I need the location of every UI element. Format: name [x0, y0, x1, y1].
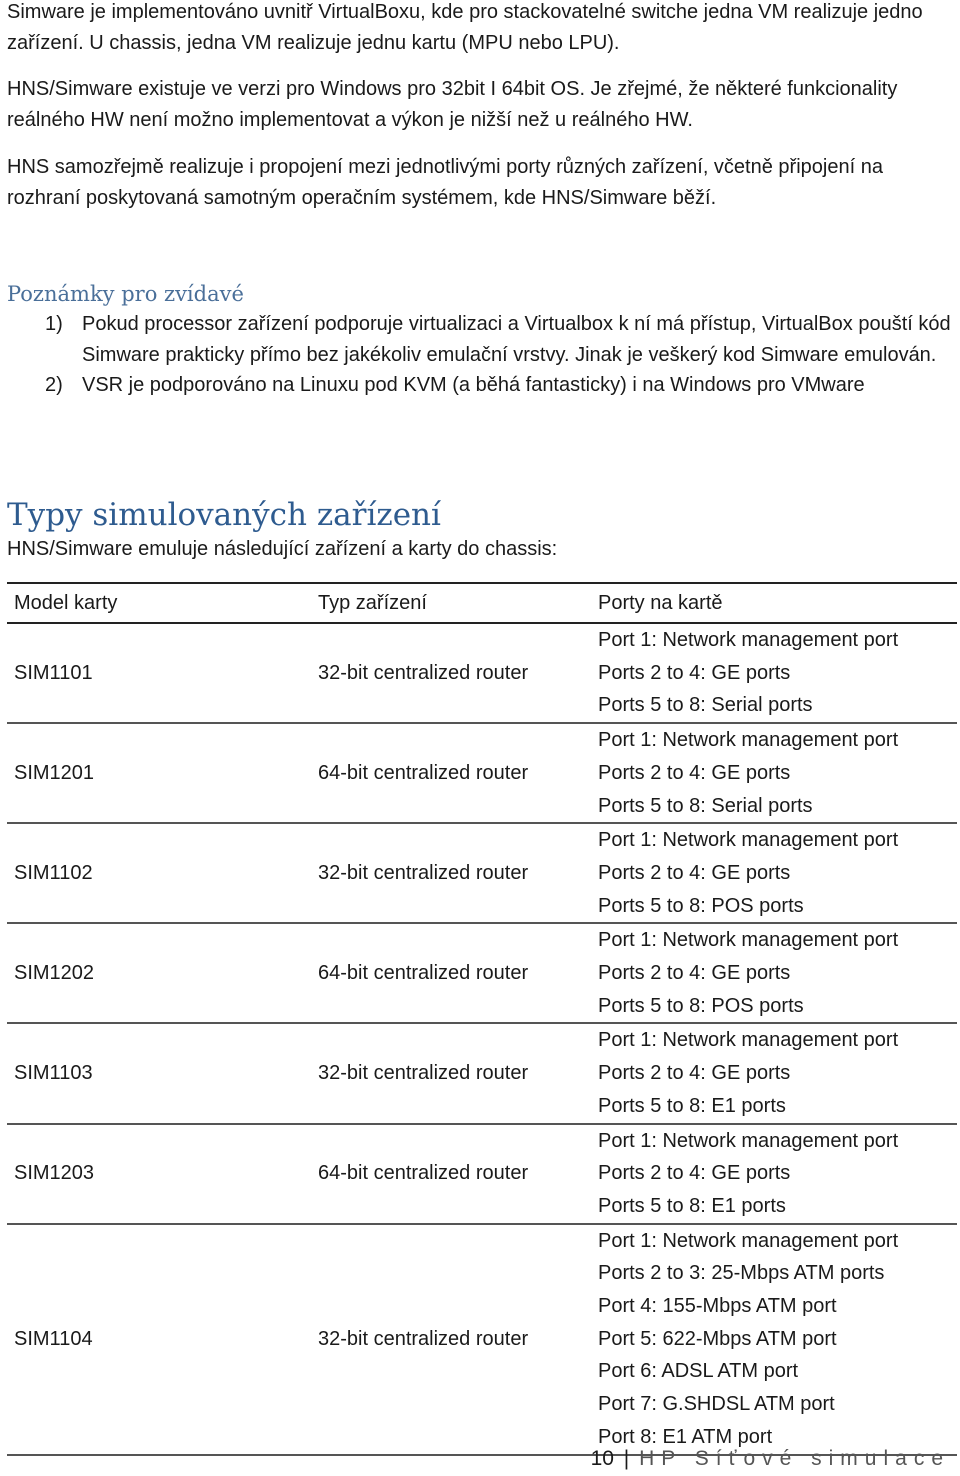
cell-ports — [591, 723, 957, 823]
cell-model: SIM1202 — [7, 923, 311, 1023]
cell-model: SIM1201 — [7, 723, 311, 823]
port-line: Ports 2 to 3: 25-Mbps ATM ports — [598, 1262, 885, 1285]
footer-title: HP Síťové simulace — [639, 1447, 950, 1470]
cell-model: SIM1103 — [7, 1023, 311, 1123]
page-number: 10 — [590, 1447, 614, 1470]
port-line: Port 1: Network management port — [598, 829, 899, 852]
port-line: Ports 5 to 8: E1 ports — [598, 1194, 786, 1217]
page-footer — [591, 1444, 950, 1474]
port-line: Ports 5 to 8: E1 ports — [598, 1094, 786, 1117]
note-text: Pokud processor zařízení podporuje virtualizaci a Virtualbox k ní má přístup, VirtualBox pouští kód Simware prakticky přímo bez jakékoliv emulační vrstvy. Jinak je veškerý kod Simware emulován. — [82, 313, 951, 366]
table-header-row — [7, 583, 957, 623]
note-item — [7, 309, 952, 370]
port-line: Port 5: 622-Mbps ATM port — [598, 1327, 837, 1350]
table-row — [7, 723, 957, 823]
cell-type: 64-bit centralized router — [311, 1124, 591, 1224]
header-type: Typ zařízení — [311, 583, 591, 623]
paragraph-virtualbox: Simware je implementováno uvnitř VirtualBoxu, kde pro stackovatelné switche jedna VM realizuje jedno zařízení. U chassis, jedna VM realizuje jednu kartu (MPU nebo LPU). — [7, 1, 923, 54]
cell-model: SIM1102 — [7, 823, 311, 923]
footer-separator: | — [623, 1447, 630, 1470]
port-line: Port 1: Network management port — [598, 929, 899, 952]
paragraph-interconnect: HNS samozřejmě realizuje i propojení mezi jednotlivými porty různých zařízení, včetně připojení na rozhraní poskytovaná samotným operačním systémem, kde HNS/Simware běží. — [7, 156, 883, 209]
port-line: Port 1: Network management port — [598, 1129, 899, 1152]
table-row — [7, 1023, 957, 1123]
note-number: 2) — [45, 374, 63, 396]
cell-ports — [591, 1224, 957, 1455]
cell-type: 64-bit centralized router — [311, 923, 591, 1023]
port-line: Ports 5 to 8: POS ports — [598, 994, 804, 1017]
cell-ports — [591, 823, 957, 923]
cell-type: 64-bit centralized router — [311, 723, 591, 823]
table-row — [7, 1224, 957, 1455]
cell-type: 32-bit centralized router — [311, 1224, 591, 1455]
note-text: VSR je podporováno na Linuxu pod KVM (a běhá fantasticky) i na Windows pro VMware — [82, 374, 865, 396]
cell-ports — [591, 1023, 957, 1123]
port-line: Ports 2 to 4: GE ports — [598, 861, 791, 884]
table-row — [7, 923, 957, 1023]
notes-list — [7, 309, 952, 401]
table-row — [7, 623, 957, 723]
cell-ports — [591, 623, 957, 723]
port-line: Ports 2 to 4: GE ports — [598, 1162, 791, 1185]
port-line: Port 6: ADSL ATM port — [598, 1360, 799, 1383]
port-line: Ports 2 to 4: GE ports — [598, 761, 791, 784]
port-line: Port 7: G.SHDSL ATM port — [598, 1393, 835, 1416]
port-line: Ports 2 to 4: GE ports — [598, 962, 791, 985]
port-line: Port 4: 155-Mbps ATM port — [598, 1295, 837, 1318]
cell-model: SIM1104 — [7, 1224, 311, 1455]
table-row — [7, 823, 957, 923]
port-line: Port 1: Network management port — [598, 629, 899, 651]
port-line: Port 1: Network management port — [598, 729, 899, 752]
port-line: Ports 2 to 4: GE ports — [598, 1062, 791, 1085]
port-line: Ports 5 to 8: POS ports — [598, 894, 804, 917]
cell-model: SIM1203 — [7, 1124, 311, 1224]
port-line: Port 1: Network management port — [598, 1029, 899, 1052]
cell-type: 32-bit centralized router — [311, 1023, 591, 1123]
paragraph-windows-versions: HNS/Simware existuje ve verzi pro Windows pro 32bit I 64bit OS. Je zřejmé, že některé funkcionality reálného HW není možno implementovat a výkon je nižší než u reálného HW. — [7, 78, 898, 131]
cell-model: SIM1101 — [7, 623, 311, 723]
cell-ports — [591, 1124, 957, 1224]
note-number: 1) — [45, 313, 63, 335]
table-row — [7, 1124, 957, 1224]
table-body — [7, 623, 957, 1455]
section-intro: HNS/Simware emuluje následující zařízení a karty do chassis: — [7, 538, 558, 560]
device-table — [7, 582, 957, 1456]
header-model: Model karty — [7, 583, 311, 623]
port-line: Ports 5 to 8: Serial ports — [598, 794, 813, 817]
port-line: Port 1: Network management port — [598, 1229, 899, 1252]
cell-type: 32-bit centralized router — [311, 623, 591, 723]
section-title: Typy simulovaných zařízení — [7, 497, 441, 533]
cell-type: 32-bit centralized router — [311, 823, 591, 923]
note-item — [7, 370, 952, 401]
port-line: Ports 5 to 8: Serial ports — [598, 694, 813, 717]
port-line: Ports 2 to 4: GE ports — [598, 661, 791, 684]
header-ports: Porty na kartě — [591, 583, 957, 623]
notes-heading: Poznámky pro zvídavé — [7, 282, 244, 306]
port-line: Port 8: E1 ATM port — [598, 1425, 773, 1448]
cell-ports — [591, 923, 957, 1023]
